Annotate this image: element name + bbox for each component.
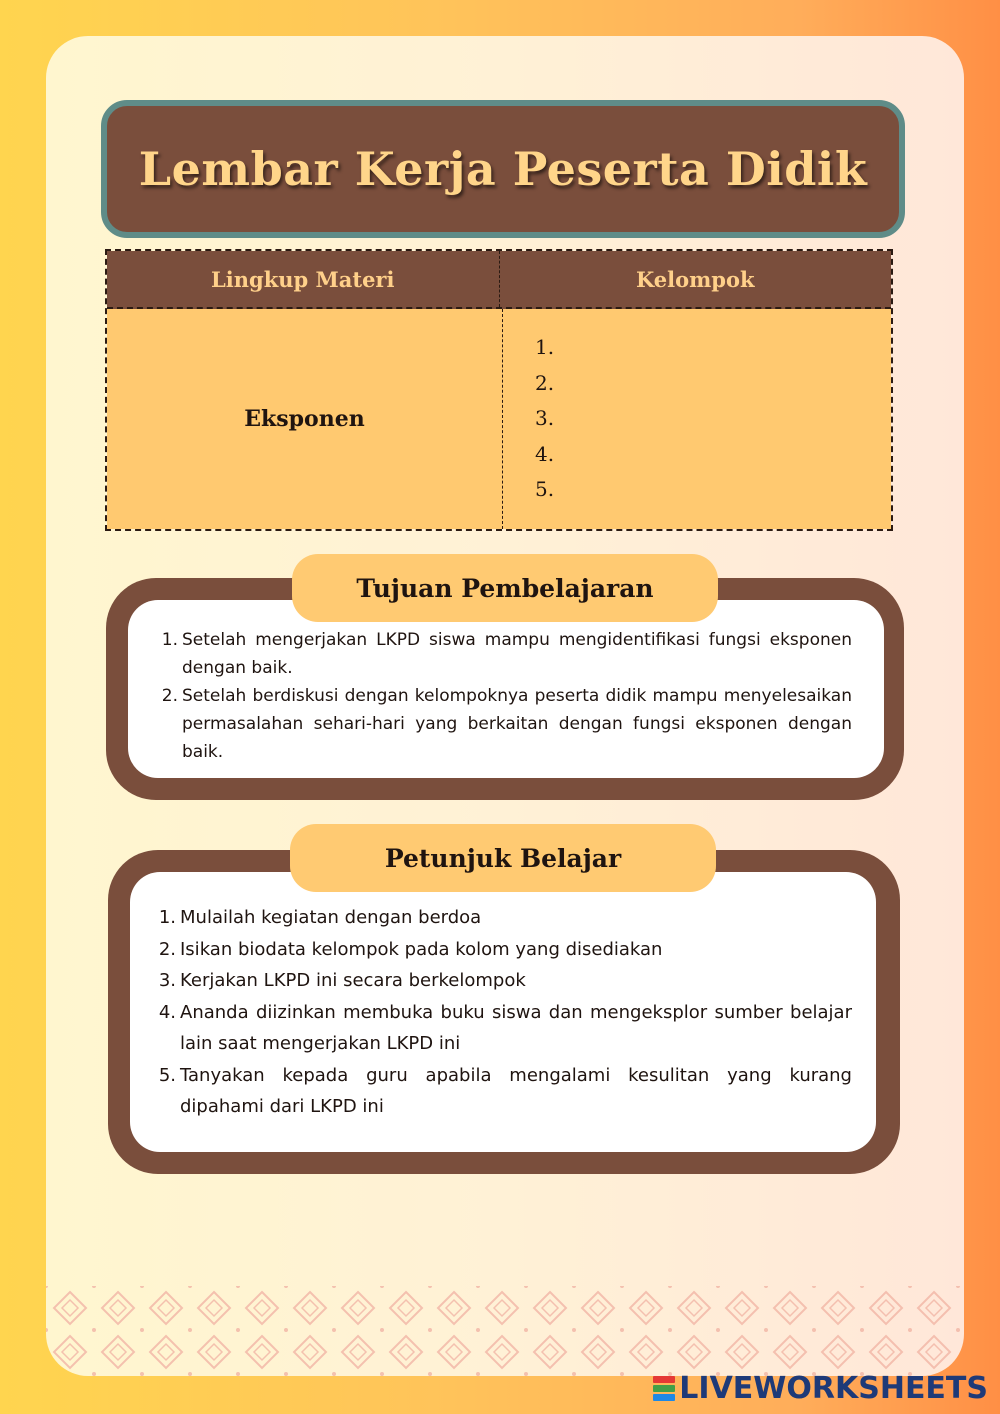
- materi-value: Eksponen: [107, 309, 503, 529]
- list-number: 5.: [158, 1064, 176, 1086]
- kelompok-slot-5[interactable]: 5.: [535, 477, 555, 501]
- list-number: 2.: [158, 938, 176, 960]
- list-number: 2.: [161, 686, 178, 706]
- kelompok-slot-1[interactable]: 1.: [535, 335, 555, 359]
- list-text: Setelah berdiskusi dengan kelompoknya peserta didik mampu menyelesaikan permasalahan sehari-hari yang berkaitan dengan fungsi eksponen dengan baik.: [182, 686, 852, 762]
- kelompok-slot-2[interactable]: 2.: [535, 370, 555, 395]
- list-item: [150, 965, 852, 997]
- petunjuk-list: [150, 902, 852, 1123]
- header-lingkup-materi: Lingkup Materi: [107, 251, 500, 307]
- kelompok-list: [503, 309, 891, 529]
- info-table: [105, 249, 893, 531]
- list-text: Mulailah kegiatan dengan berdoa: [180, 907, 482, 928]
- list-text: Isikan biodata kelompok pada kolom yang disediakan: [180, 938, 663, 960]
- petunjuk-heading: Petunjuk Belajar: [290, 824, 716, 892]
- liveworksheets-logo-icon: [653, 1376, 675, 1402]
- list-number: 4.: [158, 1001, 176, 1023]
- list-number: 3.: [158, 970, 176, 991]
- list-text: Ananda diizinkan membuka buku siswa dan mengeksplor sumber belajar lain saat mengerjakan LKPD ini: [180, 1001, 852, 1054]
- decorative-pattern: [46, 1286, 964, 1376]
- info-table-body: [107, 309, 891, 529]
- kelompok-slot-4[interactable]: 4.: [535, 441, 555, 466]
- list-text: Setelah mengerjakan LKPD siswa mampu mengidentifikasi fungsi eksponen dengan baik.: [182, 630, 852, 678]
- petunjuk-panel: [130, 872, 876, 1152]
- list-number: 1.: [161, 630, 178, 650]
- kelompok-slot-3[interactable]: 3.: [535, 406, 555, 430]
- liveworksheets-watermark: [653, 1371, 988, 1406]
- petunjuk-section: [108, 850, 900, 1174]
- list-item: [150, 902, 852, 934]
- list-item: [150, 997, 852, 1060]
- list-text: Tanyakan kepada guru apabila mengalami kesulitan yang kurang dipahami dari LKPD ini: [180, 1064, 852, 1117]
- info-table-header: [107, 251, 891, 309]
- list-number: 1.: [158, 907, 176, 928]
- header-kelompok: Kelompok: [635, 266, 755, 292]
- list-text: Kerjakan LKPD ini secara berkelompok: [180, 970, 526, 991]
- page-title: Lembar Kerja Peserta Didik: [138, 142, 868, 196]
- list-item: [150, 934, 852, 966]
- list-item: [152, 626, 852, 682]
- watermark-text: LIVEWORKSHEETS: [679, 1371, 988, 1406]
- tujuan-list: [152, 626, 852, 766]
- tujuan-heading: Tujuan Pembelajaran: [292, 554, 718, 622]
- worksheet-card: [46, 36, 964, 1376]
- list-item: [152, 682, 852, 766]
- list-item: [150, 1060, 852, 1123]
- tujuan-panel: [128, 600, 884, 778]
- title-banner: [101, 100, 905, 238]
